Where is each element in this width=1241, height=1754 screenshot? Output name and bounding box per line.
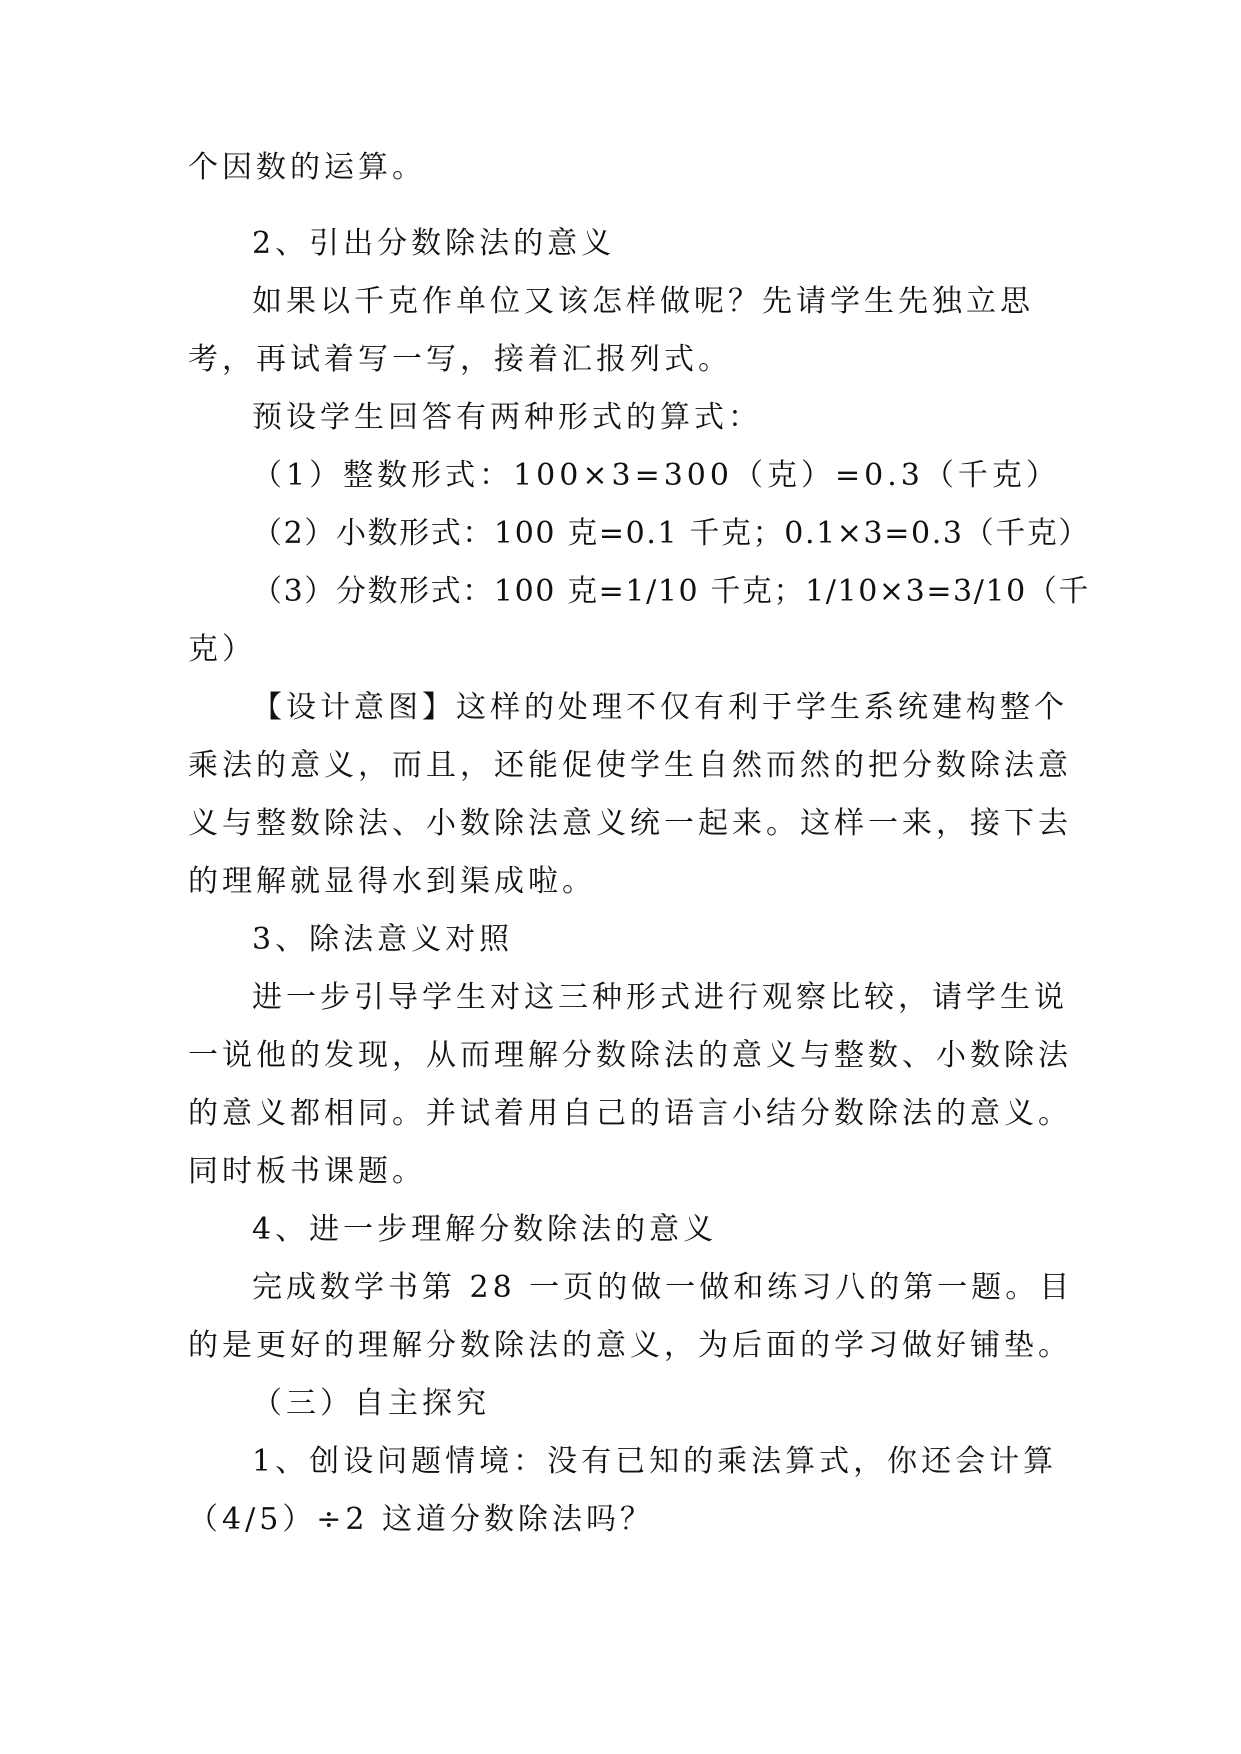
formula-line: （2）小数形式：100 克=0.1 千克；0.1×3=0.3（千克） [252, 516, 1091, 551]
text-line: 如果以千克作单位又该怎样做呢？先请学生先独立思 [252, 284, 1034, 319]
text-line: 预设学生回答有两种形式的算式： [252, 400, 762, 435]
text-line: 考，再试着写一写，接着汇报列式。 [188, 342, 732, 377]
text-line: 进一步引导学生对这三种形式进行观察比较，请学生说 [252, 980, 1068, 1015]
text-line: （4/5）÷2 这道分数除法吗？ [188, 1502, 655, 1537]
text-line: 的意义都相同。并试着用自己的语言小结分数除法的意义。 [188, 1096, 1072, 1131]
section-heading: 3、除法意义对照 [252, 922, 514, 957]
text-line: 乘法的意义，而且，还能促使学生自然而然的把分数除法意 [188, 748, 1072, 783]
text-line: 克） [188, 632, 256, 667]
text-line: 一说他的发现，从而理解分数除法的意义与整数、小数除法 [188, 1038, 1072, 1073]
design-intent-line: 【设计意图】这样的处理不仅有利于学生系统建构整个 [252, 690, 1068, 725]
subsection-heading: （三）自主探究 [252, 1386, 490, 1421]
text-line: 完成数学书第 28 一页的做一做和练习八的第一题。目 [252, 1270, 1074, 1305]
text-line: 的是更好的理解分数除法的意义，为后面的学习做好铺垫。 [188, 1328, 1072, 1363]
text-line: 义与整数除法、小数除法意义统一起来。这样一来，接下去 [188, 806, 1072, 841]
text-line: 个因数的运算。 [188, 150, 426, 185]
section-heading: 4、进一步理解分数除法的意义 [252, 1212, 718, 1247]
formula-line: （3）分数形式：100 克=1/10 千克；1/10×3=3/10（千 [252, 574, 1091, 609]
text-line: 同时板书课题。 [188, 1154, 426, 1189]
section-heading: 2、引出分数除法的意义 [252, 226, 616, 261]
formula-line: （1）整数形式：100×3=300（克）=0.3（千克） [252, 458, 1060, 493]
text-line: 1、创设问题情境：没有已知的乘法算式，你还会计算 [252, 1444, 1058, 1479]
text-line: 的理解就显得水到渠成啦。 [188, 864, 596, 899]
